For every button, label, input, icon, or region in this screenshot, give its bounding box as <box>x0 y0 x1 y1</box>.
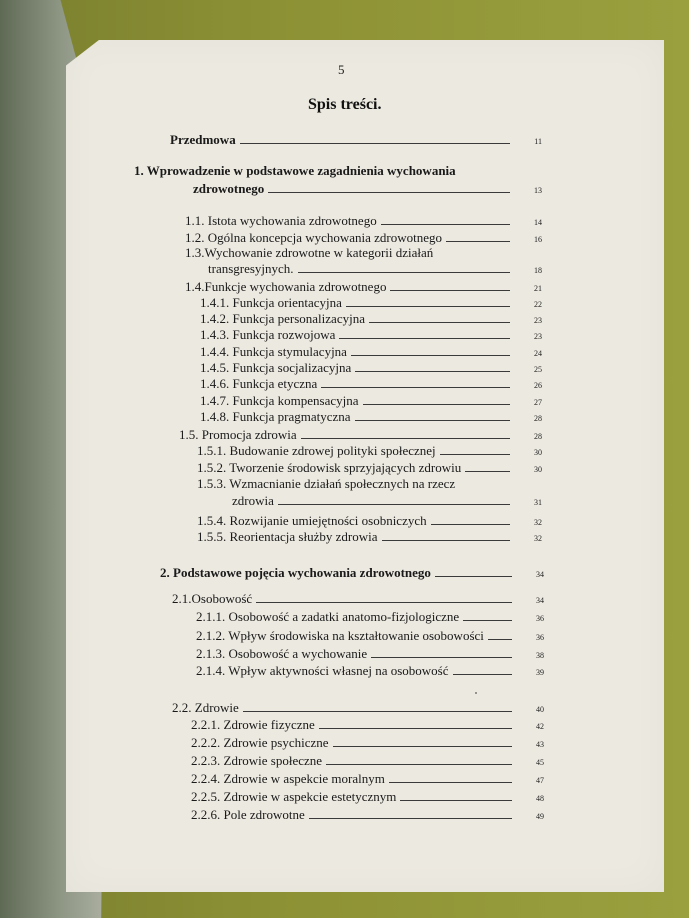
toc-entry-1-2: 1.2. Ogólna koncepcja wychowania zdrowotnego 16 <box>185 230 542 245</box>
toc-entry-przedmowa: Przedmowa 11 <box>170 132 542 147</box>
toc-entry-1-5-4: 1.5.4. Rozwijanie umiejętności osobniczych 32 <box>197 513 542 528</box>
toc-entry-1-4-7: 1.4.7. Funkcja kompensacyjna 27 <box>200 393 542 408</box>
toc-entry-1-4-8: 1.4.8. Funkcja pragmatyczna 28 <box>200 409 542 424</box>
toc-entry-2-1-3: 2.1.3. Osobowość a wychowanie 38 <box>196 646 544 661</box>
toc-entry-2-1: 2.1.Osobowość 34 <box>172 591 544 606</box>
toc-entry-1-4-2: 1.4.2. Funkcja personalizacyjna 23 <box>200 311 542 326</box>
toc-title: Spis treści. <box>308 96 382 113</box>
toc-chapter-2: 2. Podstawowe pojęcia wychowania zdrowotnego 34 <box>160 565 544 580</box>
toc-entry-2-2-5: 2.2.5. Zdrowie w aspekcie estetycznym 48 <box>191 789 544 804</box>
paper-speck <box>475 692 477 694</box>
toc-entry-2-1-2: 2.1.2. Wpływ środowiska na kształtowanie osobowości 36 <box>196 628 544 643</box>
toc-entry-1-4: 1.4.Funkcje wychowania zdrowotnego 21 <box>185 279 542 294</box>
toc-entry-1-5-5: 1.5.5. Reorientacja służby zdrowia 32 <box>197 529 542 544</box>
toc-entry-1-5-3: zdrowia 31 <box>232 493 542 508</box>
toc-entry-1-3: transgresyjnych. 18 <box>208 261 542 276</box>
toc-entry-2-1-1: 2.1.1. Osobowość a zadatki anatomo-fizjologiczne 36 <box>196 609 544 624</box>
toc-entry-2-2-4: 2.2.4. Zdrowie w aspekcie moralnym 47 <box>191 771 544 786</box>
toc-chapter-1-title: 1. Wprowadzenie w podstawowe zagadnienia wychowania <box>134 163 456 178</box>
toc-entry-2-2-2: 2.2.2. Zdrowie psychiczne 43 <box>191 735 544 750</box>
toc-entry-1-4-5: 1.4.5. Funkcja socjalizacyjna 25 <box>200 360 542 375</box>
toc-entry-2-1-4: 2.1.4. Wpływ aktywności własnej na osobowość 39 <box>196 663 544 678</box>
toc-entry-1-4-4: 1.4.4. Funkcja stymulacyjna 24 <box>200 344 542 359</box>
toc-entry-1-4-6: 1.4.6. Funkcja etyczna 26 <box>200 376 542 391</box>
page-number: 5 <box>338 62 345 77</box>
toc-entry-2-2-3: 2.2.3. Zdrowie społeczne 45 <box>191 753 544 768</box>
toc-entry-1-5-3-title: 1.5.3. Wzmacnianie działań społecznych na rzecz <box>197 476 456 491</box>
toc-entry-1-4-3: 1.4.3. Funkcja rozwojowa 23 <box>200 327 542 342</box>
toc-entry-1-4-1: 1.4.1. Funkcja orientacyjna 22 <box>200 295 542 310</box>
toc-entry-2-2-6: 2.2.6. Pole zdrowotne 49 <box>191 807 544 822</box>
toc-chapter-1: zdrowotnego 13 <box>193 181 542 196</box>
toc-entry-2-2: 2.2. Zdrowie 40 <box>172 700 544 715</box>
toc-entry-2-2-1: 2.2.1. Zdrowie fizyczne 42 <box>191 717 544 732</box>
toc-entry-1-1: 1.1. Istota wychowania zdrowotnego 14 <box>185 213 542 228</box>
toc-entry-1-5: 1.5. Promocja zdrowia 28 <box>179 427 542 442</box>
toc-entry-1-3-title: 1.3.Wychowanie zdrowotne w kategorii działań <box>185 245 434 260</box>
toc-entry-1-5-2: 1.5.2. Tworzenie środowisk sprzyjających zdrowiu 30 <box>197 460 542 475</box>
toc-entry-1-5-1: 1.5.1. Budowanie zdrowej polityki społecznej 30 <box>197 443 542 458</box>
